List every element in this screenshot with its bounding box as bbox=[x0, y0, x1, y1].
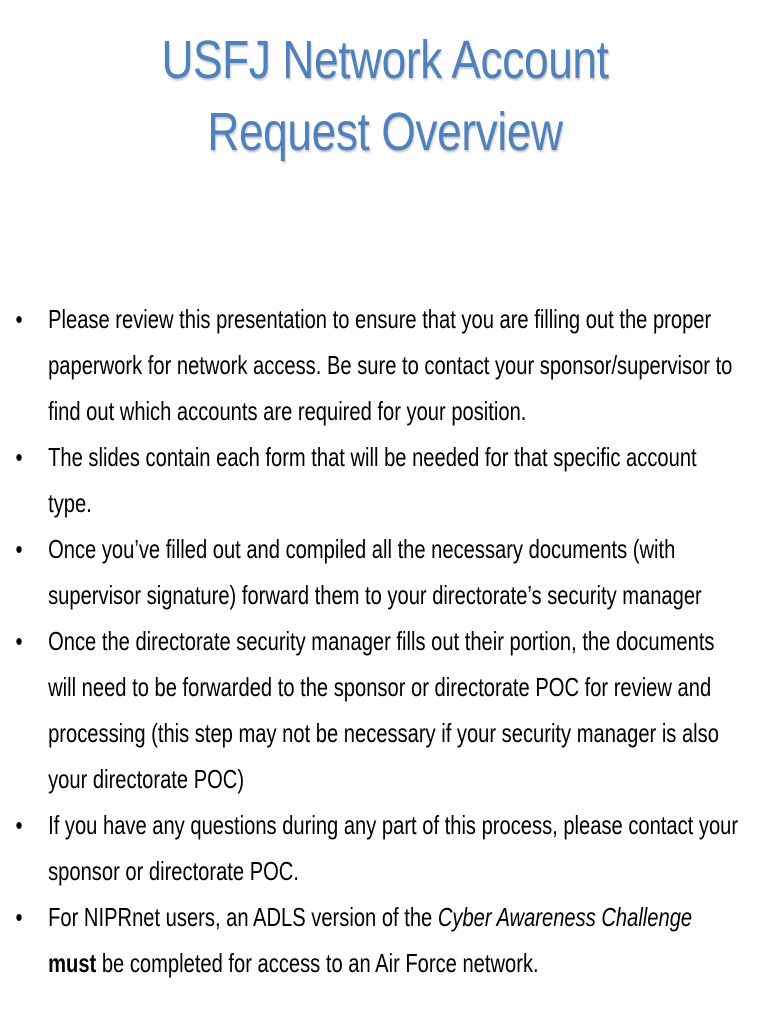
title-line-1: USFJ Network Account bbox=[161, 30, 609, 90]
bullet-text: Please review this presentation to ensure that you are filling out the proper paperwork for network access. Be sure to contact your sponsor/supervisor to find out which accounts are required for your position. bbox=[48, 304, 733, 426]
list-item bbox=[14, 526, 743, 618]
bullet-icon: • bbox=[15, 810, 23, 840]
title-line-2: Request Overview bbox=[207, 102, 563, 162]
course-name: Cyber Awareness Challenge bbox=[437, 902, 693, 932]
list-item bbox=[14, 894, 743, 986]
bullet-text: Once you’ve filled out and compiled all the necessary documents (with supervisor signature) forward them to your directorate’s security manager bbox=[48, 534, 702, 610]
list-item bbox=[14, 296, 743, 434]
list-item bbox=[14, 434, 743, 526]
bullet-icon: • bbox=[15, 442, 23, 472]
list-item bbox=[14, 802, 743, 894]
bullet-text: If you have any questions during any part of this process, please contact your sponsor or directorate POC. bbox=[48, 810, 739, 886]
bullet-icon: • bbox=[15, 626, 23, 656]
list-item bbox=[14, 618, 743, 802]
emphasis-must: must bbox=[48, 948, 97, 978]
bullet-text-after: be completed for access to an Air Force network. bbox=[96, 948, 539, 978]
bullet-text: Once the directorate security manager fills out their portion, the documents will need to be forwarded to the sponsor or directorate POC for review and processing (this step may not be necessary if your security manager is also your directorate POC) bbox=[48, 626, 719, 794]
bullet-icon: • bbox=[15, 304, 23, 334]
bullet-text-before: For NIPRnet users, an ADLS version of the bbox=[48, 902, 438, 932]
bullet-icon: • bbox=[15, 902, 23, 932]
bullet-list bbox=[14, 296, 743, 986]
bullet-text bbox=[48, 894, 742, 986]
bullet-text: The slides contain each form that will be needed for that specific account type. bbox=[48, 442, 697, 518]
bullet-icon: • bbox=[15, 534, 23, 564]
page-title bbox=[69, 24, 700, 168]
